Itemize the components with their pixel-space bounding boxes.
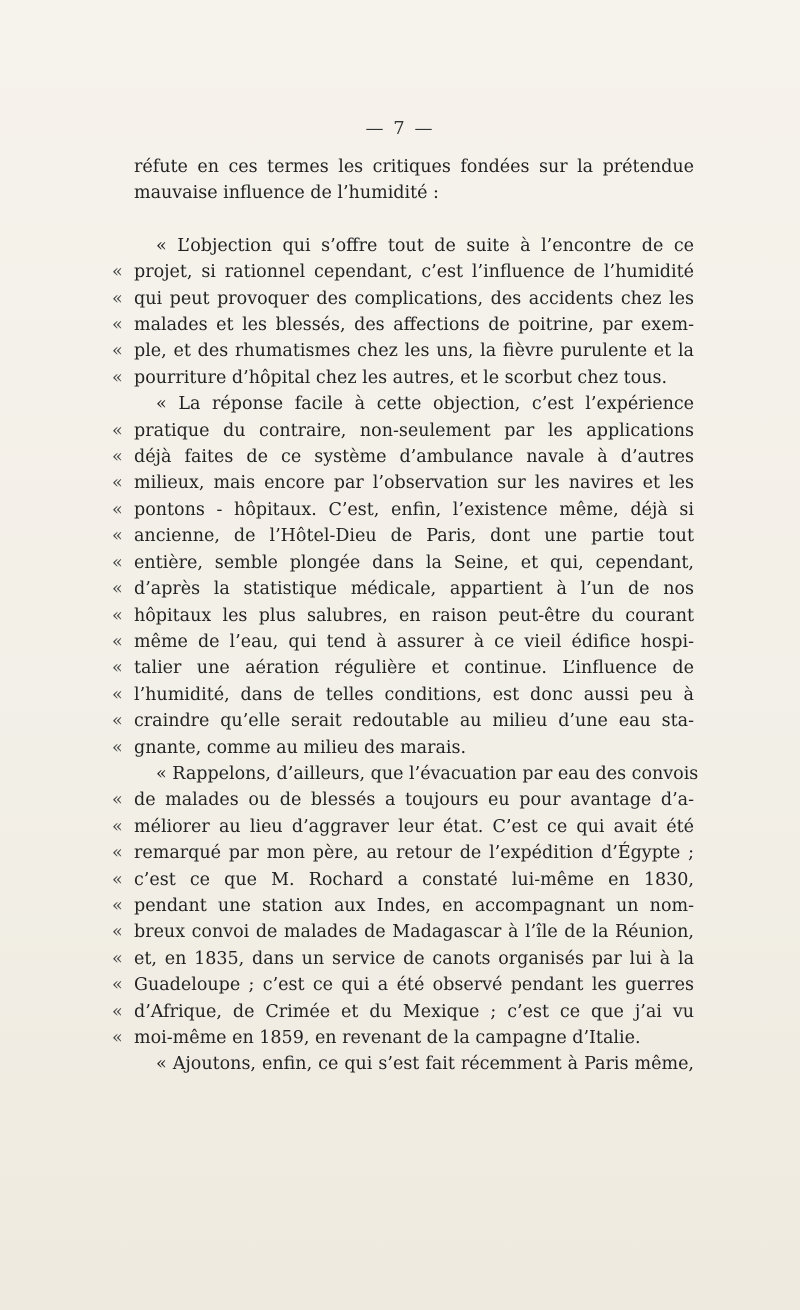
quote-line: [112, 655, 694, 681]
quote-mark: «: [112, 631, 123, 652]
quote-line-text: « L’objection qui s’offre tout de suite à l’encontre de ce: [156, 235, 694, 256]
quote-line: [112, 867, 694, 893]
quote-line-text: ple, et des rhumatismes chez les uns, la fièvre purulente et la: [134, 341, 694, 362]
quote-line: [112, 840, 694, 866]
quote-line-text: même de l’eau, qui tend à assurer à ce vieil édifice hospi-: [134, 631, 694, 652]
quote-line: [112, 444, 694, 470]
quote-mark: «: [112, 579, 123, 600]
quote-mark: «: [112, 922, 123, 943]
quote-mark: «: [112, 262, 123, 283]
quote-line-text: projet, si rationnel cependant, c’est l’influence de l’humidité: [134, 262, 694, 283]
quote-line-text: déjà faites de ce système d’ambulance navale à d’autres: [134, 447, 694, 468]
quote-line: [134, 233, 694, 259]
quote-line-text: hôpitaux les plus salubres, en raison peut-être du courant: [134, 605, 694, 626]
quote-line: [112, 629, 694, 655]
quote-mark: «: [112, 1028, 123, 1048]
quote-line: [112, 259, 694, 285]
quote-line-text: qui peut provoquer des complications, des accidents chez les: [134, 288, 694, 309]
body-text: [112, 154, 699, 1078]
quote-mark: «: [112, 526, 123, 547]
intro-line: réfute en ces termes les critiques fondées sur la prétendue: [134, 157, 694, 177]
quote-line: [112, 550, 694, 576]
quote-mark: «: [112, 975, 123, 996]
quote-line-text: craindre qu’elle serait redoutable au milieu d’une eau sta-: [134, 711, 694, 732]
quote-line-text: méliorer au lieu d’aggraver leur état. C’est ce qui avait été: [134, 816, 694, 837]
quote-line: [112, 576, 694, 602]
quote-line: [112, 946, 694, 972]
quote-line: [112, 338, 694, 364]
quote-line-text: breux convoi de malades de Madagascar à l’île de la Réunion,: [134, 922, 694, 943]
quote-line: [112, 787, 694, 813]
quote-mark: «: [112, 499, 123, 520]
quote-line: [134, 1051, 694, 1077]
page-number: — 7 —: [365, 118, 435, 139]
quote-mark: «: [112, 1001, 123, 1022]
quote-mark: «: [112, 843, 123, 864]
quoted-passage: [112, 233, 699, 1078]
intro-line: mauvaise influence de l’humidité :: [134, 183, 439, 204]
quote-line: [134, 761, 699, 787]
quote-line: [112, 814, 694, 840]
quote-mark: «: [112, 341, 123, 362]
quote-line-text: entière, semble plongée dans la Seine, et qui, cependant,: [134, 552, 694, 573]
quote-line-text: moi-même en 1859, en revenant de la campagne d’Italie.: [134, 1028, 641, 1048]
quote-line-text: remarqué par mon père, au retour de l’expédition d’Égypte ;: [134, 843, 694, 864]
quote-mark: «: [112, 948, 123, 969]
quote-mark: «: [112, 473, 123, 494]
quote-line: [112, 735, 694, 761]
quote-line: [112, 893, 694, 919]
quote-line: [112, 470, 694, 496]
quote-line-text: de malades ou de blessés a toujours eu pour avantage d’a-: [134, 790, 694, 811]
quote-line: [134, 391, 694, 417]
quote-line: [112, 972, 694, 998]
quote-line-text: Guadeloupe ; c’est ce qui a été observé pendant les guerres: [134, 975, 694, 996]
quote-line-text: pourriture d’hôpital chez les autres, et le scorbut chez tous.: [134, 367, 668, 388]
quote-line: [112, 523, 694, 549]
paragraph-gap: [134, 207, 694, 233]
quote-line-text: c’est ce que M. Rochard a constaté lui-même en 1830,: [134, 869, 694, 890]
quote-mark: «: [112, 288, 123, 309]
quote-mark: «: [112, 367, 123, 388]
quote-line-text: pendant une station aux Indes, en accompagnant un nom-: [134, 895, 694, 916]
quote-line-text: « Rappelons, d’ailleurs, que l’évacuation par eau des convois: [156, 763, 699, 784]
quote-line: [112, 286, 694, 312]
quote-line-text: pontons - hôpitaux. C’est, enfin, l’existence même, déjà si: [134, 499, 694, 520]
quote-line-text: d’Afrique, de Crimée et du Mexique ; c’est ce que j’ai vu: [134, 1001, 694, 1022]
quote-mark: «: [112, 552, 123, 573]
quote-line: [112, 497, 694, 523]
quote-mark: «: [112, 420, 123, 441]
quote-line: [112, 418, 694, 444]
quote-line-text: malades et les blessés, des affections de poitrine, par exem-: [134, 315, 694, 336]
quote-line-text: d’après la statistique médicale, appartient à l’un de nos: [134, 579, 694, 600]
quote-line: [112, 312, 694, 338]
quote-line: [112, 1025, 694, 1051]
quote-line: [112, 999, 694, 1025]
quote-mark: «: [112, 658, 123, 679]
quote-line-text: et, en 1835, dans un service de canots organisés par lui à la: [134, 948, 694, 969]
quote-line-text: milieux, mais encore par l’observation sur les navires et les: [134, 473, 694, 494]
quote-line-text: ancienne, de l’Hôtel-Dieu de Paris, dont une partie tout: [134, 526, 694, 547]
quote-mark: «: [112, 605, 123, 626]
quote-line-text: gnante, comme au milieu des marais.: [134, 737, 467, 758]
quote-line: [112, 919, 694, 945]
quote-line-text: talier une aération régulière et continue. L’influence de: [134, 658, 694, 679]
quote-mark: «: [112, 315, 123, 336]
quote-mark: «: [112, 711, 123, 732]
quote-mark: «: [112, 816, 123, 837]
quote-line: [112, 708, 694, 734]
quote-line-text: « Ajoutons, enfin, ce qui s’est fait récemment à Paris même,: [156, 1054, 694, 1075]
quote-mark: «: [112, 895, 123, 916]
quote-mark: «: [112, 684, 123, 705]
quote-mark: «: [112, 737, 123, 758]
quote-mark: «: [112, 447, 123, 468]
quote-mark: «: [112, 869, 123, 890]
quote-line-text: « La réponse facile à cette objection, c’est l’expérience: [156, 394, 694, 415]
quote-line: [112, 365, 694, 391]
quote-line-text: pratique du contraire, non-seulement par les applications: [134, 420, 694, 441]
quote-mark: «: [112, 790, 123, 811]
quote-line: [112, 603, 694, 629]
quote-line-text: l’humidité, dans de telles conditions, est donc aussi peu à: [134, 684, 694, 705]
quote-line: [112, 682, 694, 708]
